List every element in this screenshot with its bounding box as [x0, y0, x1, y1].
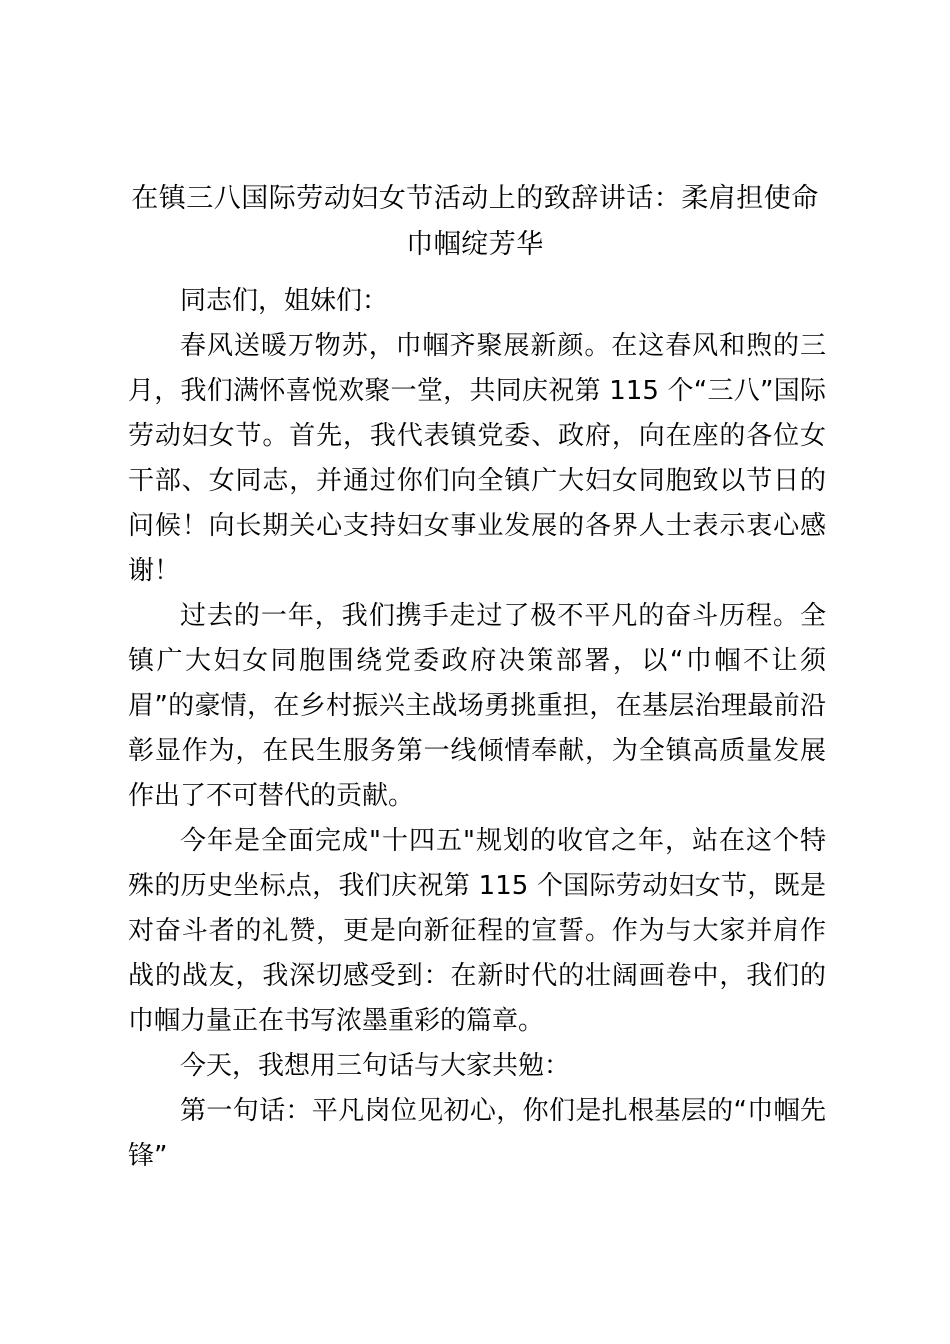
intro-paragraph: 今天，我想用三句话与大家共勉： — [180, 1051, 571, 1081]
context-paragraph: 今年是全面完成"十四五"规划的收官之年，站在这个特殊的历史坐标点，我们庆祝第 115 个国际劳动妇女节，既是对奋斗者的礼赞，更是向新征程的宣誓。作为与大家并肩作战的战友，我深切感受到：在新时代的壮阔画卷中，我们的巾帼力量正在书写浓墨重彩的篇章。 — [128, 826, 826, 1036]
document-title: 在镇三八国际劳动妇女节活动上的致辞讲话：柔肩担使命巾帼绽芳华 — [131, 183, 819, 260]
document-body — [128, 279, 826, 1179]
opening-paragraph: 春风送暖万物苏，巾帼齐聚展新颜。在这春风和煦的三月，我们满怀喜悦欢聚一堂，共同庆祝第 115 个“三八”国际劳动妇女节。首先，我代表镇党委、政府，向在座的各位女干部、女同志，并通过你们向全镇广大妇女同胞致以节日的问候！向长期关心支持妇女事业发展的各界人士表示衷心感谢！ — [128, 331, 826, 586]
first-point-paragraph: 第一句话：平凡岗位见初心，你们是扎根基层的“巾帼先锋” — [128, 1096, 826, 1171]
salutation-paragraph: 同志们，姐妹们： — [180, 286, 389, 316]
review-paragraph: 过去的一年，我们携手走过了极不平凡的奋斗历程。全镇广大妇女同胞围绕党委政府决策部署，以“巾帼不让须眉”的豪情，在乡村振兴主战场勇挑重担，在基层治理最前沿彰显作为，在民生服务第一线倾情奉献，为全镇高质量发展作出了不可替代的贡献。 — [128, 601, 826, 811]
